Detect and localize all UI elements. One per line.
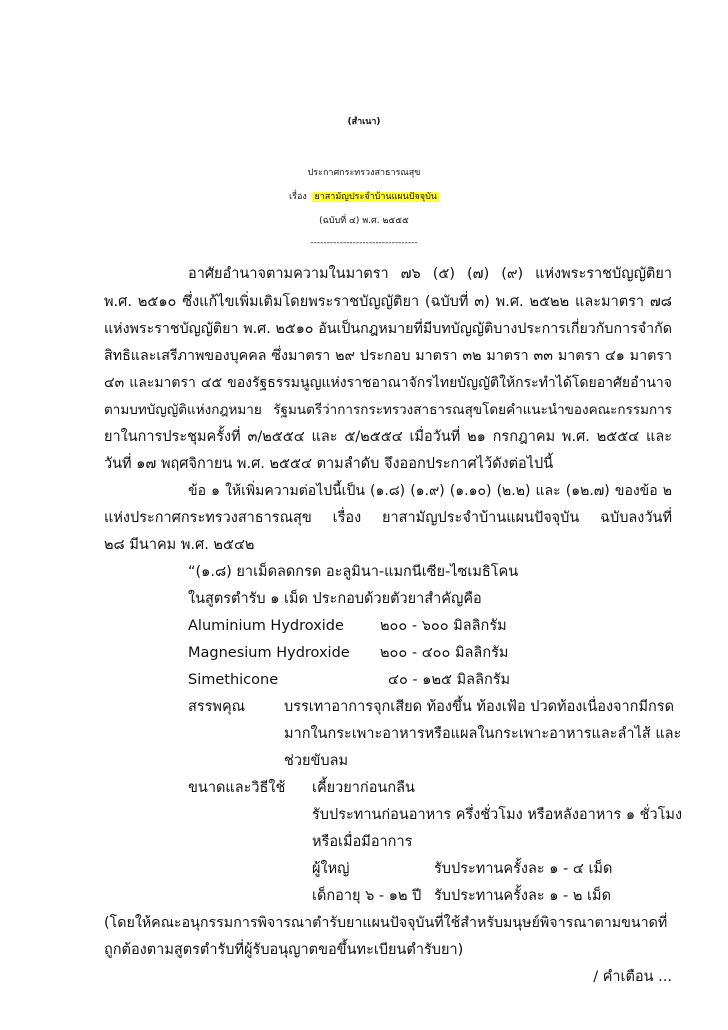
subject-line — [0, 187, 728, 207]
preamble-line: ๔๓ และมาตรา ๔๕ ของรัฐธรรมนูญแห่งราชอาณาจักรไทยบัญญัติให้กระทำได้โดยอาศัยอำนาจ — [104, 375, 672, 391]
note-line: ถูกต้องตามสูตรตำรับที่ผู้รับอนุญาตขอขึ้นทะเบียนตำรับยา) — [104, 942, 464, 958]
preamble-line: แห่งพระราชบัญญัติยา พ.ศ. ๒๕๑๐ อันเป็นกฎหมายที่มีบทบัญญัติบางประการเกี่ยวกับการจำกัด — [104, 321, 672, 337]
preamble-line: สิทธิและเสรีภาพของบุคคล ซึ่งมาตรา ๒๙ ประกอบ มาตรา ๓๒ มาตรา ๓๓ มาตรา ๔๑ มาตรา — [104, 348, 672, 364]
ingredient-amount: ๒๐๐ - ๖๐๐ มิลลิกรัม — [380, 618, 507, 634]
separator: --------------------------------- — [310, 238, 418, 248]
indication-line: มากในกระเพาะอาหารหรือแผลในกระเพาะอาหารและลำไส้ และ — [284, 726, 682, 742]
preamble-line: พ.ศ. ๒๕๑๐ ซึ่งแก้ไขเพิ่มเติมโดยพระราชบัญญัติยา (ฉบับที่ ๓) พ.ศ. ๒๕๒๒ และมาตรา ๗๘ — [104, 294, 672, 310]
adult-label: ผู้ใหญ่ — [312, 861, 350, 877]
preamble-line: วันที่ ๑๗ พฤศจิกายน พ.ศ. ๒๕๕๔ ตามลำดับ จึงออกประกาศไว้ดังต่อไปนี้ — [104, 456, 554, 472]
preamble-line: อาศัยอำนาจตามความในมาตรา ๗๖ (๕) (๗) (๙) แห่งพระราชบัญญัติยา — [188, 266, 672, 282]
issue-line: (ฉบับที่ ๔) พ.ศ. ๒๕๕๕ — [319, 216, 409, 226]
dosage-line: รับประทานก่อนอาหาร ครึ่งชั่วโมง หรือหลังอาหาร ๑ ชั่วโมง — [312, 807, 683, 823]
ingredient-name: Aluminium Hydroxide — [188, 618, 344, 634]
clause-line: แห่งประกาศกระทรวงสาธารณสุข เรื่อง ยาสามัญประจำบ้านแผนปัจจุบัน ฉบับลงวันที่ — [104, 510, 672, 526]
note-line: (โดยให้คณะอนุกรรมการพิจารณาตำรับยาแผนปัจจุบันที่ใช้สำหรับมนุษย์พิจารณาตามขนาดที่ — [104, 915, 668, 931]
ingredient-amount: ๒๐๐ - ๔๐๐ มิลลิกรัม — [380, 645, 509, 661]
preamble-line: ตามบทบัญญัติแห่งกฎหมาย รัฐมนตรีว่าการกระทรวงสาธารณสุขโดยคำแนะนำของคณะกรรมการ — [104, 402, 672, 418]
dosage-label: ขนาดและวิธีใช้ — [188, 780, 286, 796]
indication-label: สรรพคุณ — [188, 699, 246, 715]
indication-line: ช่วยขับลม — [284, 753, 349, 769]
subject-prefix: เรื่อง — [289, 192, 307, 202]
dosage-line: เคี้ยวยาก่อนกลืน — [312, 780, 415, 796]
announcement-title: ประกาศกระทรวงสาธารณสุข — [307, 168, 421, 178]
ingredient-name: Magnesium Hydroxide — [188, 645, 350, 661]
formula-intro: ในสูตรตำรับ ๑ เม็ด ประกอบด้วยตัวยาสำคัญคือ — [188, 591, 482, 607]
preamble-line: ยาในการประชุมครั้งที่ ๓/๒๕๕๔ และ ๕/๒๕๕๔ เมื่อวันที่ ๒๑ กรกฎาคม พ.ศ. ๒๕๕๔ และ — [104, 429, 672, 445]
adult-dose: รับประทานครั้งละ ๑ - ๔ เม็ด — [434, 861, 613, 877]
clause-line: ข้อ ๑ ให้เพิ่มความต่อไปนี้เป็น (๑.๘) (๑.๙) (๑.๑๐) (๒.๒) และ (๑๒.๗) ของข้อ ๒ — [188, 483, 672, 499]
child-dose: รับประทานครั้งละ ๑ - ๒ เม็ด — [434, 888, 611, 904]
ingredient-name: Simethicone — [188, 672, 279, 688]
subject-highlight: ยาสามัญประจำบ้านแผนปัจจุบัน — [314, 192, 437, 202]
child-label: เด็กอายุ ๖ - ๑๒ ปี — [312, 888, 422, 904]
dosage-line: หรือเมื่อมีอาการ — [312, 834, 413, 850]
item-name: “(๑.๘) ยาเม็ดลดกรด อะลูมินา-แมกนีเซีย-ไซเมธิโคน — [188, 564, 519, 580]
ingredient-amount: ๔๐ - ๑๒๕ มิลลิกรัม — [388, 672, 511, 688]
indication-line: บรรเทาอาการจุกเสียด ท้องขึ้น ท้องเฟ้อ ปวดท้องเนื่องจากมีกรด — [284, 699, 674, 715]
clause-line: ๒๘ มีนาคม พ.ศ. ๒๕๔๒ — [104, 537, 255, 553]
copy-label: (สำเนา) — [347, 117, 381, 127]
continued-marker: / คำเตือน ... — [593, 969, 672, 985]
